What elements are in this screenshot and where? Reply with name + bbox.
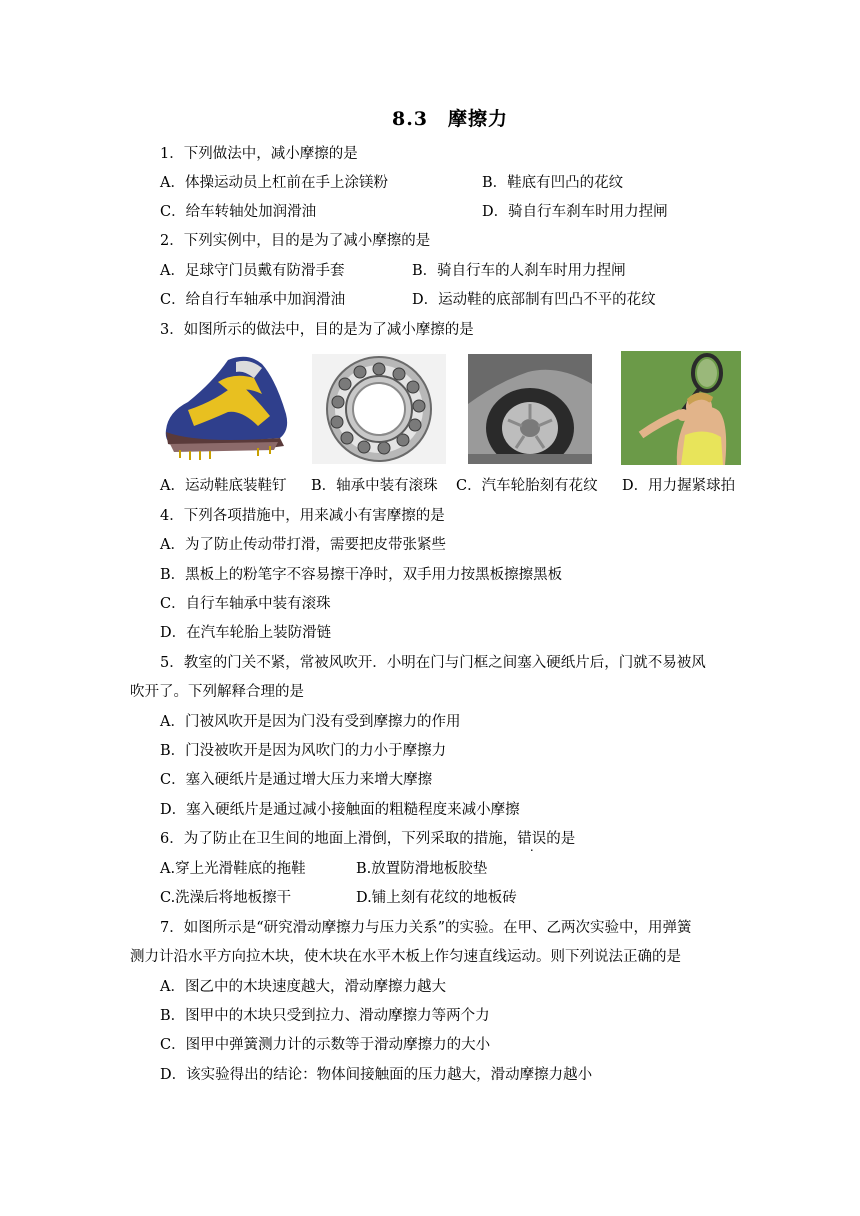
q6-option-c: C.洗澡后将地板擦干 (160, 890, 292, 906)
q1-option-c: C．给车转轴处加润滑油 (160, 204, 317, 220)
q4-option-a: A．为了防止传动带打滑，需要把皮带张紧些 (160, 537, 446, 553)
q5-option-b: B．门没被吹开是因为风吹门的力小于摩擦力 (160, 743, 447, 759)
q7-option-a: A．图乙中的木块速度越大，滑动摩擦力越大 (160, 979, 446, 995)
q6-stem-suffix: 的是 (546, 831, 576, 847)
q6-stem-prefix: 6．为了防止在卫生间的地面上滑倒，下列采取的措施， (160, 831, 518, 847)
q4-option-b: B．黑板上的粉笔字不容易擦干净时，双手用力按黑板擦擦黑板 (160, 567, 563, 583)
q1-option-b: B．鞋底有凹凸的花纹 (482, 175, 624, 191)
q5-option-c: C．塞入硬纸片是通过增大压力来增大摩擦 (160, 772, 433, 788)
q6-option-a: A.穿上光滑鞋底的拖鞋 (160, 861, 306, 877)
q6-option-b: B.放置防滑地板胶垫 (356, 861, 488, 877)
q2-stem: 2．下列实例中，目的是为了减小摩擦的是 (160, 233, 431, 249)
q6-option-d: D.铺上刻有花纹的地板砖 (356, 890, 517, 906)
ball-bearing-image (312, 354, 446, 464)
q1-stem: 1．下列做法中，减小摩擦的是 (160, 146, 358, 162)
q7-option-c: C．图甲中弹簧测力计的示数等于滑动摩擦力的大小 (160, 1037, 491, 1053)
q5-stem-line2: 吹开了。下列解释合理的是 (130, 684, 304, 700)
q2-option-c: C．给自行车轴承中加润滑油 (160, 292, 346, 308)
q5-stem-line1: 5．教室的门关不紧，常被风吹开．小明在门与门框之间塞入硬纸片后，门就不易被风 (160, 655, 706, 671)
q5-option-a: A．门被风吹开是因为门没有受到摩擦力的作用 (160, 714, 461, 730)
q4-option-c: C．自行车轴承中装有滚珠 (160, 596, 331, 612)
q1-option-d: D．骑自行车刹车时用力捏闸 (482, 204, 668, 220)
q7-option-d: D．该实验得出的结论：物体间接触面的压力越大，滑动摩擦力越小 (160, 1067, 593, 1083)
q3-option-b: B．轴承中装有滚珠 (311, 478, 438, 494)
q3-option-c: C．汽车轮胎刻有花纹 (456, 478, 598, 494)
q6-stem (160, 829, 575, 849)
q4-stem: 4．下列各项措施中，用来减小有害摩擦的是 (160, 508, 445, 524)
q3-stem: 3．如图所示的做法中，目的是为了减小摩擦的是 (160, 322, 474, 338)
q2-option-d: D．运动鞋的底部制有凹凸不平的花纹 (412, 292, 656, 308)
q6-stem-emphasis: 错误 (517, 831, 547, 847)
page-title: 8.3 摩擦力 (391, 108, 509, 130)
q2-option-b: B．骑自行车的人刹车时用力捏闸 (412, 263, 626, 279)
q7-stem-line1: 7．如图所示是“研究滑动摩擦力与压力关系”的实验。在甲、乙两次实验中，用弹簧 (160, 920, 692, 936)
q1-option-a: A．体操运动员上杠前在手上涂镁粉 (160, 175, 388, 191)
q7-option-b: B．图甲中的木块只受到拉力、滑动摩擦力等两个力 (160, 1008, 490, 1024)
q2-option-a: A．足球守门员戴有防滑手套 (160, 263, 345, 279)
q3-option-a: A．运动鞋底装鞋钉 (160, 478, 287, 494)
q4-option-d: D．在汽车轮胎上装防滑链 (160, 625, 332, 641)
tennis-player-image (621, 351, 741, 465)
q7-stem-line2: 测力计沿水平方向拉木块，使木块在水平木板上作匀速直线运动。则下列说法正确的是 (130, 949, 681, 965)
q5-option-d: D．塞入硬纸片是通过减小接触面的粗糙程度来减小摩擦 (160, 802, 520, 818)
car-tire-image (468, 354, 592, 464)
q3-option-d: D．用力握紧球拍 (622, 478, 736, 494)
spike-shoe-image (158, 352, 294, 466)
